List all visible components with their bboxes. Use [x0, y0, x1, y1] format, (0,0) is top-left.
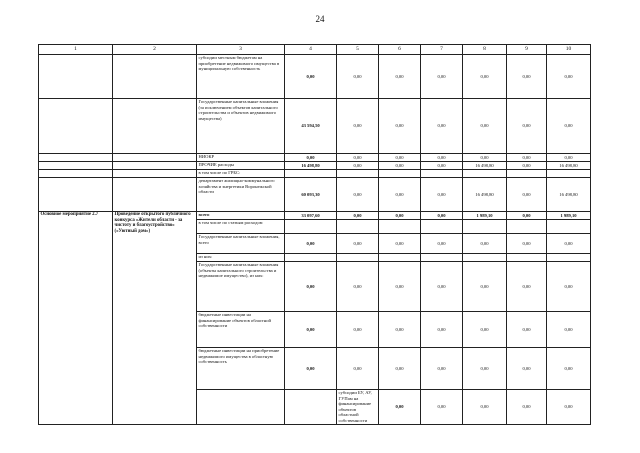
empty-cell — [113, 170, 197, 178]
value-cell: 0,00 — [285, 234, 337, 254]
value-cell: 0,00 — [337, 262, 379, 312]
value-cell: 0,00 — [507, 262, 547, 312]
value-cell: 0,00 — [421, 390, 463, 425]
value-cell: 0,00 — [337, 55, 379, 99]
row-label: бюджетные инвестиции на приобретение недвижимого имущества в областную собственность — [197, 348, 285, 390]
value-cell: 0,00 — [379, 154, 421, 162]
empty-cell — [39, 154, 113, 162]
value-cell: 0,00 — [421, 348, 463, 390]
value-cell: 0,00 — [547, 55, 591, 99]
value-cell: 0,00 — [507, 348, 547, 390]
value-cell — [379, 254, 421, 262]
row-label: всего — [197, 212, 285, 220]
empty-cell — [113, 99, 197, 154]
value-cell: 0,00 — [547, 99, 591, 154]
empty-cell — [113, 154, 197, 162]
value-cell: 0,00 — [379, 99, 421, 154]
value-cell: 0,00 — [379, 55, 421, 99]
value-cell: 0,00 — [337, 178, 379, 212]
row-label: ПРОЧИЕ расходы — [197, 162, 285, 170]
column-header: 9 — [507, 45, 547, 55]
value-cell: 0,00 — [421, 162, 463, 170]
value-cell — [507, 170, 547, 178]
value-cell — [421, 220, 463, 234]
value-cell: 0,00 — [337, 154, 379, 162]
value-cell: 0,00 — [421, 262, 463, 312]
value-cell — [379, 170, 421, 178]
value-cell — [507, 220, 547, 234]
table-row — [39, 212, 591, 220]
empty-cell — [39, 99, 113, 154]
column-header: 6 — [379, 45, 421, 55]
table-row — [39, 178, 591, 212]
empty-cell — [39, 55, 113, 99]
value-cell: 0,00 — [507, 55, 547, 99]
column-header: 4 — [285, 45, 337, 55]
value-cell: 0,00 — [547, 262, 591, 312]
value-cell: 0,00 — [547, 312, 591, 348]
empty-cell — [39, 170, 113, 178]
value-cell: 16 498,80 — [463, 162, 507, 170]
value-cell: 0,00 — [507, 178, 547, 212]
value-cell — [285, 220, 337, 234]
row-label: субсидии БУ, АУ, ГУПам на финансирование объектов областной собственности — [337, 390, 379, 425]
value-cell: 0,00 — [337, 99, 379, 154]
value-cell: 0,00 — [337, 212, 379, 220]
column-header: 7 — [421, 45, 463, 55]
empty-cell — [113, 55, 197, 99]
value-cell: 0,00 — [547, 234, 591, 254]
value-cell: 0,00 — [463, 234, 507, 254]
value-cell: 0,00 — [507, 312, 547, 348]
value-cell: 0,00 — [285, 348, 337, 390]
row-label: в том числе по ГРБС: — [197, 170, 285, 178]
value-cell: 0,00 — [507, 99, 547, 154]
value-cell: 0,00 — [463, 390, 507, 425]
value-cell: 0,00 — [421, 178, 463, 212]
value-cell — [547, 220, 591, 234]
value-cell: 0,00 — [337, 312, 379, 348]
empty-cell — [197, 390, 285, 425]
empty-cell — [39, 162, 113, 170]
value-cell: 0,00 — [421, 99, 463, 154]
value-cell: 16 498,80 — [547, 178, 591, 212]
value-cell: 0,00 — [379, 162, 421, 170]
column-header: 5 — [337, 45, 379, 55]
value-cell: 16 498,80 — [463, 178, 507, 212]
value-cell: 0,00 — [421, 212, 463, 220]
value-cell: 0,00 — [337, 234, 379, 254]
column-header: 1 — [39, 45, 113, 55]
value-cell: 0,00 — [285, 312, 337, 348]
table-header-row — [39, 45, 591, 55]
row-label: в том числе по статьям расходов: — [197, 220, 285, 234]
value-cell — [337, 170, 379, 178]
value-cell — [463, 254, 507, 262]
value-cell: 0,00 — [285, 262, 337, 312]
value-cell: 0,00 — [547, 348, 591, 390]
value-cell: 0,00 — [421, 55, 463, 99]
empty-cell — [113, 178, 197, 212]
value-cell: 0,00 — [285, 55, 337, 99]
value-cell: 0,00 — [463, 55, 507, 99]
table-row — [39, 170, 591, 178]
row-label: бюджетные инвестиции на финансирование объектов областной собственности — [197, 312, 285, 348]
value-cell: 0,00 — [421, 154, 463, 162]
row-label: Государственные капитальные вложения (за исключением объектов капитального строительства и объектов недвижимого имущества) — [197, 99, 285, 154]
value-cell — [547, 170, 591, 178]
activity-title: Проведение открытого публичного конкурса «Жители области - за чистоту и благоустройство» («Уютный дом») — [113, 212, 197, 425]
page-number: 24 — [315, 14, 325, 24]
table-row — [39, 99, 591, 154]
value-cell: 43 594,50 — [285, 99, 337, 154]
value-cell — [337, 220, 379, 234]
value-cell — [379, 220, 421, 234]
value-cell: 0,00 — [463, 312, 507, 348]
empty-cell — [285, 390, 337, 425]
column-header: 8 — [463, 45, 507, 55]
value-cell — [421, 254, 463, 262]
table-row — [39, 162, 591, 170]
column-header: 10 — [547, 45, 591, 55]
row-label: из них: — [197, 254, 285, 262]
row-label: департамент жилищно-коммунального хозяйства и энергетики Воронежской области — [197, 178, 285, 212]
value-cell: 33 097,60 — [285, 212, 337, 220]
value-cell: 0,00 — [421, 312, 463, 348]
row-label: субсидии местным бюджетам на приобретение недвижимого имущества в муниципальную собственность — [197, 55, 285, 99]
value-cell — [421, 170, 463, 178]
value-cell: 0,00 — [507, 390, 547, 425]
value-cell: 1 989,10 — [463, 212, 507, 220]
value-cell: 0,00 — [547, 154, 591, 162]
value-cell — [337, 254, 379, 262]
value-cell: 0,00 — [379, 212, 421, 220]
column-header: 3 — [197, 45, 285, 55]
value-cell: 0,00 — [379, 312, 421, 348]
value-cell — [285, 170, 337, 178]
value-cell — [507, 254, 547, 262]
table-row — [39, 154, 591, 162]
row-label: НИОКР — [197, 154, 285, 162]
value-cell: 0,00 — [507, 154, 547, 162]
value-cell — [547, 254, 591, 262]
value-cell: 0,00 — [379, 348, 421, 390]
value-cell: 0,00 — [547, 390, 591, 425]
value-cell — [463, 170, 507, 178]
value-cell: 0,00 — [379, 390, 421, 425]
value-cell: 16 498,80 — [547, 162, 591, 170]
empty-cell — [113, 162, 197, 170]
empty-cell — [39, 178, 113, 212]
value-cell: 0,00 — [507, 212, 547, 220]
value-cell: 60 093,30 — [285, 178, 337, 212]
budget-table — [38, 44, 591, 425]
table-row — [39, 55, 591, 99]
row-label: Государственные капитальные вложения (объекты капитального строительства и недвижимое имущество), из них: — [197, 262, 285, 312]
value-cell: 0,00 — [463, 99, 507, 154]
value-cell: 1 989,10 — [547, 212, 591, 220]
value-cell: 0,00 — [421, 234, 463, 254]
row-label: Государственные капитальные вложения, всего — [197, 234, 285, 254]
value-cell — [285, 254, 337, 262]
value-cell: 0,00 — [379, 178, 421, 212]
value-cell: 16 498,80 — [285, 162, 337, 170]
value-cell: 0,00 — [285, 154, 337, 162]
value-cell: 0,00 — [463, 262, 507, 312]
column-header: 2 — [113, 45, 197, 55]
value-cell: 0,00 — [379, 234, 421, 254]
value-cell: 0,00 — [507, 234, 547, 254]
activity-code: Основное мероприятие 2.7 — [39, 212, 113, 425]
value-cell: 0,00 — [463, 154, 507, 162]
value-cell: 0,00 — [463, 348, 507, 390]
value-cell — [463, 220, 507, 234]
value-cell: 0,00 — [337, 348, 379, 390]
value-cell: 0,00 — [379, 262, 421, 312]
value-cell: 0,00 — [507, 162, 547, 170]
value-cell: 0,00 — [337, 162, 379, 170]
